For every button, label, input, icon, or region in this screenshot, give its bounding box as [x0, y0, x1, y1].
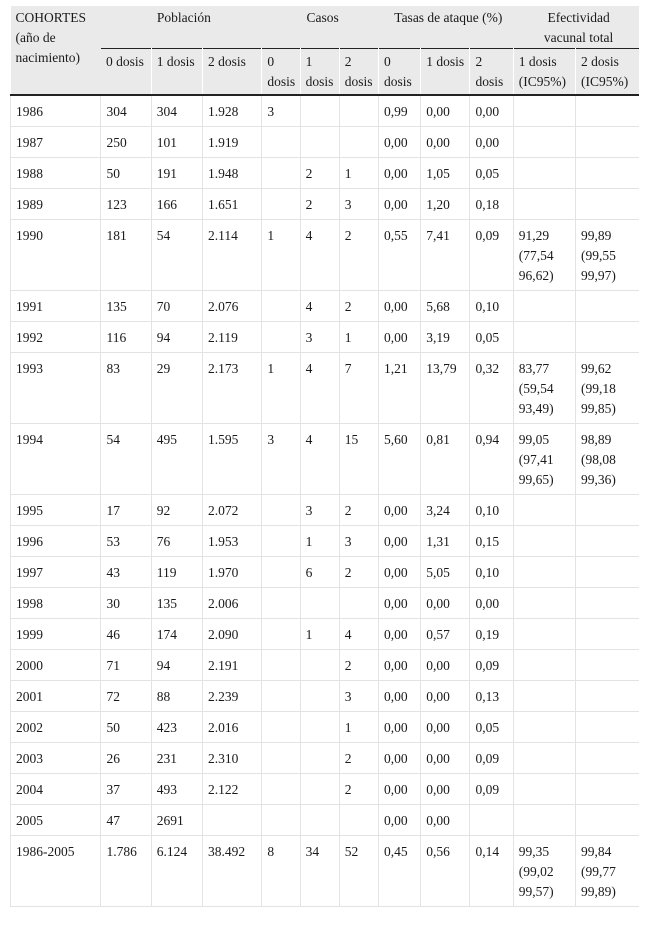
cell-cases-0: [262, 322, 300, 353]
cell-cases-2: 52: [339, 836, 378, 907]
cell-eff-1: [513, 495, 575, 526]
cell-eff-1: [513, 322, 575, 353]
cell-eff-2: [576, 526, 639, 557]
cell-rate-2: 0,09: [470, 774, 513, 805]
table-row: [11, 681, 640, 712]
cell-eff-1: [513, 557, 575, 588]
cell-eff-2: [576, 774, 639, 805]
cell-cases-2: 2: [339, 650, 378, 681]
cell-eff-2: 99,84 (99,77 99,89): [576, 836, 639, 907]
cell-rate-0: 0,00: [378, 291, 420, 322]
cell-cases-0: [262, 557, 300, 588]
cell-eff-1: [513, 158, 575, 189]
table-row: [11, 588, 640, 619]
cell-eff-2: [576, 158, 639, 189]
cell-pop-0: 26: [101, 743, 151, 774]
table-row: [11, 424, 640, 495]
cell-cases-1: [300, 774, 339, 805]
cell-rate-0: 0,00: [378, 158, 420, 189]
cell-rate-0: 0,00: [378, 526, 420, 557]
cell-rate-1: 0,57: [421, 619, 470, 650]
cell-eff-2: [576, 495, 639, 526]
cell-pop-0: 37: [101, 774, 151, 805]
cell-cases-1: 4: [300, 424, 339, 495]
table-row: [11, 743, 640, 774]
cell-cases-0: 1: [262, 220, 300, 291]
cell-pop-0: 181: [101, 220, 151, 291]
subheader-cases-2: 2 dosis: [339, 49, 378, 96]
cell-cases-0: [262, 650, 300, 681]
cell-pop-2: 2.006: [203, 588, 262, 619]
cell-cases-2: 15: [339, 424, 378, 495]
cell-rate-2: 0,32: [470, 353, 513, 424]
cell-rate-0: 0,00: [378, 322, 420, 353]
cell-rate-2: 0,14: [470, 836, 513, 907]
cell-pop-1: 495: [151, 424, 202, 495]
cell-rate-1: 0,00: [421, 774, 470, 805]
cell-rate-1: 0,00: [421, 650, 470, 681]
table-row: [11, 95, 640, 127]
table-row: [11, 557, 640, 588]
cell-pop-2: 2.191: [203, 650, 262, 681]
cell-cases-2: 2: [339, 220, 378, 291]
cell-pop-0: 17: [101, 495, 151, 526]
cell-cohort: 1991: [11, 291, 101, 322]
table-row: [11, 291, 640, 322]
cell-pop-0: 83: [101, 353, 151, 424]
cell-cases-1: 34: [300, 836, 339, 907]
subheader-eff-2: 2 dosis (IC95%): [576, 49, 639, 96]
header-poblacion: Población: [101, 6, 262, 49]
cell-pop-1: 88: [151, 681, 202, 712]
cell-rate-2: 0,10: [470, 291, 513, 322]
subheader-cases-1: 1 dosis: [300, 49, 339, 96]
cell-cases-2: 1: [339, 158, 378, 189]
cell-cases-2: 2: [339, 291, 378, 322]
cell-pop-2: 38.492: [203, 836, 262, 907]
cell-pop-1: 119: [151, 557, 202, 588]
cell-cases-2: 1: [339, 712, 378, 743]
cell-rate-0: 0,45: [378, 836, 420, 907]
cell-eff-1: [513, 712, 575, 743]
cell-pop-1: 29: [151, 353, 202, 424]
cell-cases-0: [262, 681, 300, 712]
cell-cohort: 1992: [11, 322, 101, 353]
cell-eff-2: [576, 712, 639, 743]
table-row: [11, 619, 640, 650]
cell-cases-0: [262, 743, 300, 774]
cell-cases-0: 3: [262, 424, 300, 495]
subheader-rate-2: 2 dosis: [470, 49, 513, 96]
cell-eff-1: [513, 650, 575, 681]
cell-rate-0: 0,00: [378, 681, 420, 712]
cell-rate-0: 0,00: [378, 650, 420, 681]
cell-pop-1: 92: [151, 495, 202, 526]
cell-rate-2: 0,00: [470, 127, 513, 158]
cell-eff-2: [576, 127, 639, 158]
cell-cases-1: [300, 743, 339, 774]
cell-eff-1: [513, 127, 575, 158]
cell-rate-2: 0,13: [470, 681, 513, 712]
cell-cases-1: [300, 805, 339, 836]
cell-pop-2: 1.928: [203, 95, 262, 127]
cell-cohort: 1993: [11, 353, 101, 424]
cell-cases-2: [339, 127, 378, 158]
cell-pop-2: [203, 805, 262, 836]
header-casos: Casos: [262, 6, 379, 49]
cell-cohort: 2003: [11, 743, 101, 774]
cell-rate-1: 5,05: [421, 557, 470, 588]
cell-rate-1: 13,79: [421, 353, 470, 424]
table-row: [11, 353, 640, 424]
cell-cases-0: 3: [262, 95, 300, 127]
cell-cases-0: [262, 805, 300, 836]
cell-cases-1: 1: [300, 526, 339, 557]
cell-cases-0: 8: [262, 836, 300, 907]
cohort-vaccine-table: [10, 6, 639, 907]
cell-eff-2: [576, 588, 639, 619]
cell-pop-1: 70: [151, 291, 202, 322]
cell-eff-1: [513, 526, 575, 557]
cell-eff-2: 98,89 (98,08 99,36): [576, 424, 639, 495]
cell-cases-2: 2: [339, 495, 378, 526]
cell-rate-1: 1,05: [421, 158, 470, 189]
table-row: [11, 712, 640, 743]
cell-cases-0: [262, 127, 300, 158]
cell-pop-0: 304: [101, 95, 151, 127]
cell-rate-2: 0,09: [470, 650, 513, 681]
cell-rate-1: 0,00: [421, 95, 470, 127]
cell-cohort: 1989: [11, 189, 101, 220]
cell-rate-0: 0,99: [378, 95, 420, 127]
cell-cohort: 1986-2005: [11, 836, 101, 907]
cell-pop-2: 2.072: [203, 495, 262, 526]
table-row: [11, 158, 640, 189]
cell-cases-1: 1: [300, 619, 339, 650]
cell-rate-1: 0,00: [421, 681, 470, 712]
cell-eff-2: 99,62 (99,18 99,85): [576, 353, 639, 424]
cell-cohort: 1998: [11, 588, 101, 619]
table-row: [11, 650, 640, 681]
cell-pop-1: 493: [151, 774, 202, 805]
cell-rate-1: 0,00: [421, 127, 470, 158]
cell-cases-0: [262, 588, 300, 619]
cell-cases-2: 2: [339, 557, 378, 588]
cell-rate-1: 0,00: [421, 588, 470, 619]
cell-cases-2: [339, 95, 378, 127]
cell-pop-2: 2.122: [203, 774, 262, 805]
table-row: [11, 526, 640, 557]
cell-rate-2: 0,05: [470, 158, 513, 189]
cell-eff-2: [576, 805, 639, 836]
cell-pop-1: 166: [151, 189, 202, 220]
cell-cases-2: 7: [339, 353, 378, 424]
cell-cohort: 2000: [11, 650, 101, 681]
cell-rate-1: 0,00: [421, 712, 470, 743]
cell-rate-1: 0,00: [421, 743, 470, 774]
cell-pop-0: 54: [101, 424, 151, 495]
subheader-cases-0: 0 dosis: [262, 49, 300, 96]
cell-pop-2: 2.119: [203, 322, 262, 353]
cell-pop-1: 174: [151, 619, 202, 650]
table-row: [11, 189, 640, 220]
cell-rate-0: 0,00: [378, 495, 420, 526]
cell-rate-2: 0,05: [470, 322, 513, 353]
cell-cases-0: [262, 774, 300, 805]
cell-pop-1: 423: [151, 712, 202, 743]
cell-cases-0: [262, 189, 300, 220]
cell-pop-1: 94: [151, 650, 202, 681]
cell-rate-2: 0,00: [470, 588, 513, 619]
cell-eff-2: [576, 681, 639, 712]
cell-cases-0: [262, 495, 300, 526]
cell-cohort: 2001: [11, 681, 101, 712]
header-efectividad: Efectividad vacunal total: [513, 6, 639, 49]
cell-rate-2: 0,10: [470, 557, 513, 588]
cell-pop-0: 43: [101, 557, 151, 588]
cell-cases-2: 2: [339, 743, 378, 774]
cell-eff-2: [576, 743, 639, 774]
cell-cases-1: 4: [300, 220, 339, 291]
cell-cases-1: 6: [300, 557, 339, 588]
cell-cohort: 1988: [11, 158, 101, 189]
cell-rate-2: 0,19: [470, 619, 513, 650]
cell-rate-0: 0,00: [378, 712, 420, 743]
cell-rate-1: 7,41: [421, 220, 470, 291]
cell-rate-1: 1,31: [421, 526, 470, 557]
cell-cases-1: [300, 681, 339, 712]
cell-pop-2: 2.114: [203, 220, 262, 291]
cell-eff-1: 99,35 (99,02 99,57): [513, 836, 575, 907]
cell-eff-1: [513, 588, 575, 619]
cell-pop-2: 2.310: [203, 743, 262, 774]
cell-pop-2: 1.651: [203, 189, 262, 220]
cell-cases-0: [262, 158, 300, 189]
cell-eff-2: 99,89 (99,55 99,97): [576, 220, 639, 291]
cell-pop-0: 30: [101, 588, 151, 619]
cell-cohort: 1986: [11, 95, 101, 127]
cell-eff-1: [513, 95, 575, 127]
cell-cases-0: [262, 291, 300, 322]
cell-pop-1: 191: [151, 158, 202, 189]
cell-cohort: 1999: [11, 619, 101, 650]
cell-pop-1: 76: [151, 526, 202, 557]
table-row: [11, 805, 640, 836]
cell-pop-0: 71: [101, 650, 151, 681]
cell-eff-1: [513, 619, 575, 650]
cell-pop-1: 2691: [151, 805, 202, 836]
cell-rate-0: 0,00: [378, 774, 420, 805]
cell-eff-2: [576, 291, 639, 322]
header-tasas: Tasas de ataque (%): [378, 6, 513, 49]
cell-rate-1: 0,56: [421, 836, 470, 907]
cell-cohort: 2002: [11, 712, 101, 743]
cell-rate-0: 0,00: [378, 588, 420, 619]
cell-pop-0: 47: [101, 805, 151, 836]
cell-cohort: 1996: [11, 526, 101, 557]
subheader-pop-2: 2 dosis: [203, 49, 262, 96]
cell-rate-0: 0,00: [378, 805, 420, 836]
cell-cases-2: 2: [339, 774, 378, 805]
cell-eff-1: [513, 743, 575, 774]
cell-rate-2: [470, 805, 513, 836]
cell-cases-0: [262, 712, 300, 743]
cell-pop-2: 2.076: [203, 291, 262, 322]
cell-rate-0: 0,00: [378, 127, 420, 158]
cell-pop-2: 2.090: [203, 619, 262, 650]
cell-cases-2: 1: [339, 322, 378, 353]
cell-cases-1: [300, 127, 339, 158]
cell-eff-2: [576, 322, 639, 353]
cell-cases-1: 2: [300, 189, 339, 220]
cell-pop-2: 1.595: [203, 424, 262, 495]
cell-cases-0: [262, 619, 300, 650]
cell-rate-2: 0,15: [470, 526, 513, 557]
cell-cohort: 2004: [11, 774, 101, 805]
cell-eff-1: 91,29 (77,54 96,62): [513, 220, 575, 291]
cell-rate-0: 0,00: [378, 557, 420, 588]
cell-pop-1: 135: [151, 588, 202, 619]
subheader-pop-0: 0 dosis: [101, 49, 151, 96]
cell-rate-0: 1,21: [378, 353, 420, 424]
subheader-rate-0: 0 dosis: [378, 49, 420, 96]
cell-eff-1: [513, 805, 575, 836]
cell-cases-1: 4: [300, 291, 339, 322]
cell-pop-2: 2.173: [203, 353, 262, 424]
cell-rate-2: 0,09: [470, 743, 513, 774]
cell-cases-2: [339, 805, 378, 836]
cell-rate-2: 0,00: [470, 95, 513, 127]
cell-cases-1: 4: [300, 353, 339, 424]
cell-rate-1: 5,68: [421, 291, 470, 322]
cell-cases-1: 2: [300, 158, 339, 189]
cell-pop-0: 53: [101, 526, 151, 557]
cell-rate-0: 0,00: [378, 743, 420, 774]
subheader-rate-1: 1 dosis: [421, 49, 470, 96]
subheader-eff-1: 1 dosis (IC95%): [513, 49, 575, 96]
cell-rate-0: 5,60: [378, 424, 420, 495]
cell-pop-0: 116: [101, 322, 151, 353]
cell-cohort: 1997: [11, 557, 101, 588]
cell-cases-2: [339, 588, 378, 619]
cell-cases-1: [300, 712, 339, 743]
cell-eff-1: 99,05 (97,41 99,65): [513, 424, 575, 495]
table-body: [11, 95, 640, 907]
cell-pop-2: 1.953: [203, 526, 262, 557]
cell-cases-1: [300, 650, 339, 681]
cell-rate-0: 0,00: [378, 189, 420, 220]
cell-pop-0: 50: [101, 712, 151, 743]
cell-pop-0: 250: [101, 127, 151, 158]
header-cohort: COHORTES (año de nacimiento): [11, 6, 101, 95]
cell-pop-0: 123: [101, 189, 151, 220]
cell-eff-2: [576, 189, 639, 220]
table-row: [11, 836, 640, 907]
cell-pop-1: 101: [151, 127, 202, 158]
cell-cohort: 1994: [11, 424, 101, 495]
table-row: [11, 127, 640, 158]
cell-cases-1: [300, 95, 339, 127]
cell-cases-1: 3: [300, 322, 339, 353]
cell-pop-1: 94: [151, 322, 202, 353]
cell-eff-2: [576, 95, 639, 127]
cell-rate-0: 0,55: [378, 220, 420, 291]
table-row: [11, 495, 640, 526]
cell-eff-1: [513, 189, 575, 220]
cell-eff-1: [513, 681, 575, 712]
cell-rate-1: 0,00: [421, 805, 470, 836]
cell-rate-2: 0,10: [470, 495, 513, 526]
cell-pop-1: 6.124: [151, 836, 202, 907]
cell-pop-1: 231: [151, 743, 202, 774]
cell-cases-1: 3: [300, 495, 339, 526]
cell-pop-2: 1.919: [203, 127, 262, 158]
cell-pop-0: 1.786: [101, 836, 151, 907]
cell-eff-2: [576, 619, 639, 650]
cell-rate-1: 3,24: [421, 495, 470, 526]
cell-pop-2: 1.948: [203, 158, 262, 189]
cell-eff-2: [576, 650, 639, 681]
cell-cases-2: 3: [339, 526, 378, 557]
subheader-pop-1: 1 dosis: [151, 49, 202, 96]
cell-rate-0: 0,00: [378, 619, 420, 650]
cell-pop-0: 72: [101, 681, 151, 712]
cell-eff-2: [576, 557, 639, 588]
table-row: [11, 774, 640, 805]
table-row: [11, 322, 640, 353]
cell-pop-2: 1.970: [203, 557, 262, 588]
cell-pop-0: 50: [101, 158, 151, 189]
cell-cases-0: 1: [262, 353, 300, 424]
cell-rate-1: 3,19: [421, 322, 470, 353]
cell-cohort: 1990: [11, 220, 101, 291]
cell-rate-2: 0,94: [470, 424, 513, 495]
cell-pop-1: 304: [151, 95, 202, 127]
cell-rate-2: 0,09: [470, 220, 513, 291]
cell-pop-1: 54: [151, 220, 202, 291]
cell-rate-1: 1,20: [421, 189, 470, 220]
cell-pop-0: 46: [101, 619, 151, 650]
cell-pop-2: 2.016: [203, 712, 262, 743]
cell-cases-2: 4: [339, 619, 378, 650]
cell-rate-1: 0,81: [421, 424, 470, 495]
cell-cases-2: 3: [339, 189, 378, 220]
cell-eff-1: [513, 291, 575, 322]
cell-rate-2: 0,18: [470, 189, 513, 220]
cell-pop-2: 2.239: [203, 681, 262, 712]
cell-cases-2: 3: [339, 681, 378, 712]
cell-cases-0: [262, 526, 300, 557]
table-row: [11, 220, 640, 291]
cell-cohort: 1987: [11, 127, 101, 158]
cell-rate-2: 0,05: [470, 712, 513, 743]
cell-eff-1: 83,77 (59,54 93,49): [513, 353, 575, 424]
cell-cohort: 2005: [11, 805, 101, 836]
cell-pop-0: 135: [101, 291, 151, 322]
cell-cases-1: [300, 588, 339, 619]
cell-eff-1: [513, 774, 575, 805]
cell-cohort: 1995: [11, 495, 101, 526]
